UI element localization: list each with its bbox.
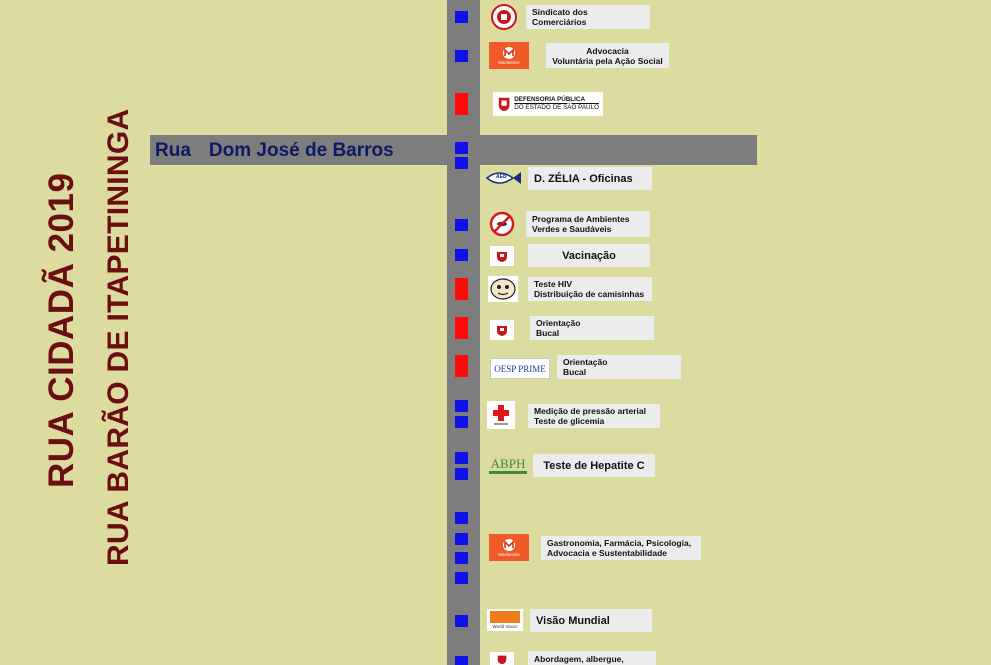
red-cross-logo	[487, 401, 515, 429]
stand-label-line: Gastronomia, Farmácia, Psicologia,	[547, 538, 692, 548]
defensoria-logo-line: DO ESTADO DE SÃO PAULO	[514, 104, 599, 111]
defensoria-publica-logo	[493, 92, 603, 116]
stand-marker	[455, 157, 468, 169]
defensoria-emblem-icon	[497, 95, 511, 113]
main-street-title: RUA BARÃO DE ITAPETININGA	[102, 108, 135, 566]
stand-label-hepatite	[533, 454, 655, 477]
stand-marker	[455, 142, 468, 154]
stand-label-line: Teste de glicemia	[534, 416, 605, 426]
hiv-campaign-logo	[488, 276, 518, 302]
abph-logo-text: ABPH	[490, 455, 526, 471]
world-vision-logo-text: World Vision	[492, 623, 518, 629]
stand-label-vacinacao	[528, 244, 650, 267]
stand-marker	[455, 11, 468, 23]
fish-logo-text: AEB	[496, 174, 507, 180]
stand-marker	[455, 512, 468, 524]
mackenzie-logo	[489, 534, 529, 561]
stand-label-ambientes	[526, 211, 650, 237]
stand-marker	[455, 572, 468, 584]
stand-label-pressao	[528, 404, 660, 428]
stand-label-line: D. ZÉLIA - Oficinas	[534, 172, 633, 185]
stand-label-line: Sindicato dos	[532, 7, 588, 17]
cross-street-prefix: Rua	[155, 140, 191, 161]
prefeitura-sp-logo	[490, 246, 514, 266]
stand-label-line: Teste HIV	[534, 279, 573, 289]
stand-label-line: Vacinação	[562, 249, 616, 262]
prefeitura-sp-logo	[490, 652, 514, 665]
event-title: RUA CIDADÃ 2019	[42, 172, 81, 488]
mackenzie-logo-text: Mackenzie	[498, 59, 520, 65]
stand-marker	[455, 533, 468, 545]
stand-marker	[455, 355, 468, 377]
world-vision-mark	[490, 611, 520, 623]
stand-marker	[455, 452, 468, 464]
stand-marker	[455, 219, 468, 231]
stand-label-line: Comerciários	[532, 17, 587, 27]
stand-label-line: Advocacia e Sustentabilidade	[547, 548, 667, 558]
stand-label-line: Bucal	[563, 367, 587, 377]
stand-label-advocacia	[546, 43, 669, 68]
oesp-prime-logo	[490, 358, 550, 379]
oesp-logo-text: OESP PRIME	[494, 363, 546, 374]
stand-label-sindicato	[526, 5, 650, 29]
abph-logo-underline	[489, 471, 527, 474]
stand-label-line: Programa de Ambientes	[532, 214, 630, 224]
stand-label-line: Orientação	[563, 357, 608, 367]
stand-marker	[455, 416, 468, 428]
stand-label-abordagem	[528, 651, 656, 665]
stand-label-line: Distribuição de camisinhas	[534, 289, 645, 299]
stand-label-bucal-2	[557, 355, 681, 379]
stand-label-line: Visão Mundial	[536, 614, 610, 627]
stand-label-line: Verdes e Saudáveis	[532, 224, 612, 234]
mackenzie-logo	[489, 42, 529, 69]
stand-marker	[455, 400, 468, 412]
stand-label-line: Teste de Hepatite C	[543, 459, 645, 472]
cross-street-label	[155, 140, 394, 162]
abph-logo	[487, 454, 529, 476]
stand-marker	[455, 656, 468, 665]
stand-label-gastronomia	[541, 536, 701, 560]
stand-label-bucal-1	[530, 316, 654, 340]
stand-label-visao-mundial	[530, 609, 652, 632]
no-mosquito-logo	[489, 211, 515, 237]
sindicato-comerciarios-logo	[489, 4, 519, 30]
stand-label-line: Abordagem, albergue,	[534, 654, 624, 664]
fish-ministry-logo	[485, 168, 523, 188]
defensoria-logo-line: DEFENSORIA PÚBLICA	[514, 96, 585, 103]
prefeitura-sp-logo	[490, 320, 514, 340]
world-vision-logo	[487, 609, 523, 631]
stand-marker	[455, 50, 468, 62]
stand-label-line: Advocacia	[586, 45, 629, 56]
stand-label-hiv	[528, 277, 652, 301]
cross-street-name: Dom José de Barros	[208, 140, 394, 161]
stand-marker	[455, 278, 468, 300]
stand-marker	[455, 249, 468, 261]
stand-marker	[455, 552, 468, 564]
stand-marker	[455, 93, 468, 115]
mackenzie-logo-text: Mackenzie	[498, 551, 520, 557]
stand-label-line: Medição de pressão arterial	[534, 406, 646, 416]
stand-label-line: Bucal	[536, 328, 560, 338]
stand-marker	[455, 468, 468, 480]
stand-marker	[455, 317, 468, 339]
stand-label-line: Voluntária pela Ação Social	[552, 55, 663, 66]
stand-label-line: Orientação	[536, 318, 581, 328]
stand-marker	[455, 615, 468, 627]
stand-label-dzelia	[528, 167, 652, 190]
